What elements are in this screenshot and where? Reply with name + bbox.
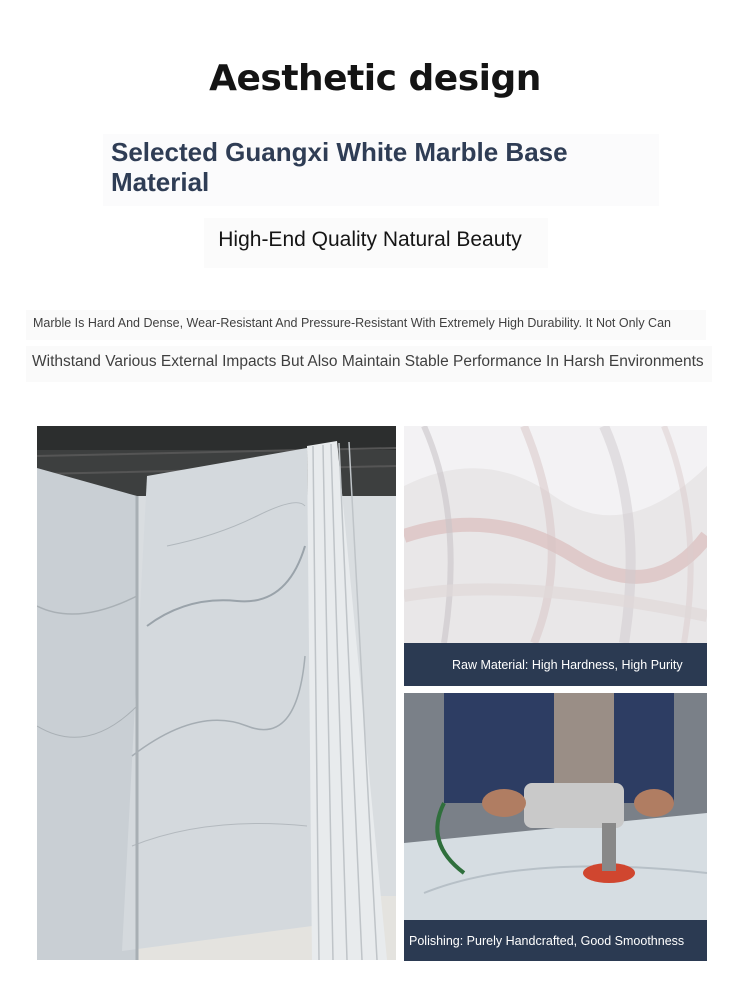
description-line-1: Marble Is Hard And Dense, Wear-Resistant And Pressure-Resistant With Extremely High Durability. It Not Only Can xyxy=(33,316,671,330)
section-subtitle: Selected Guangxi White Marble Base Material xyxy=(111,137,568,197)
raw-material-caption xyxy=(404,643,707,686)
description-line-2: Withstand Various External Impacts But Also Maintain Stable Performance In Harsh Environments xyxy=(32,353,704,370)
page-title: Aesthetic design xyxy=(209,58,541,99)
raw-material-photo xyxy=(404,426,707,643)
raw-material-caption-text: Raw Material: High Hardness, High Purity xyxy=(452,657,683,672)
polishing-caption xyxy=(404,920,707,961)
marble-slabs-photo xyxy=(37,426,396,960)
polishing-caption-text: Polishing: Purely Handcrafted, Good Smoothness xyxy=(409,933,685,948)
tagline: High-End Quality Natural Beauty xyxy=(218,228,522,251)
polishing-photo xyxy=(404,693,707,920)
